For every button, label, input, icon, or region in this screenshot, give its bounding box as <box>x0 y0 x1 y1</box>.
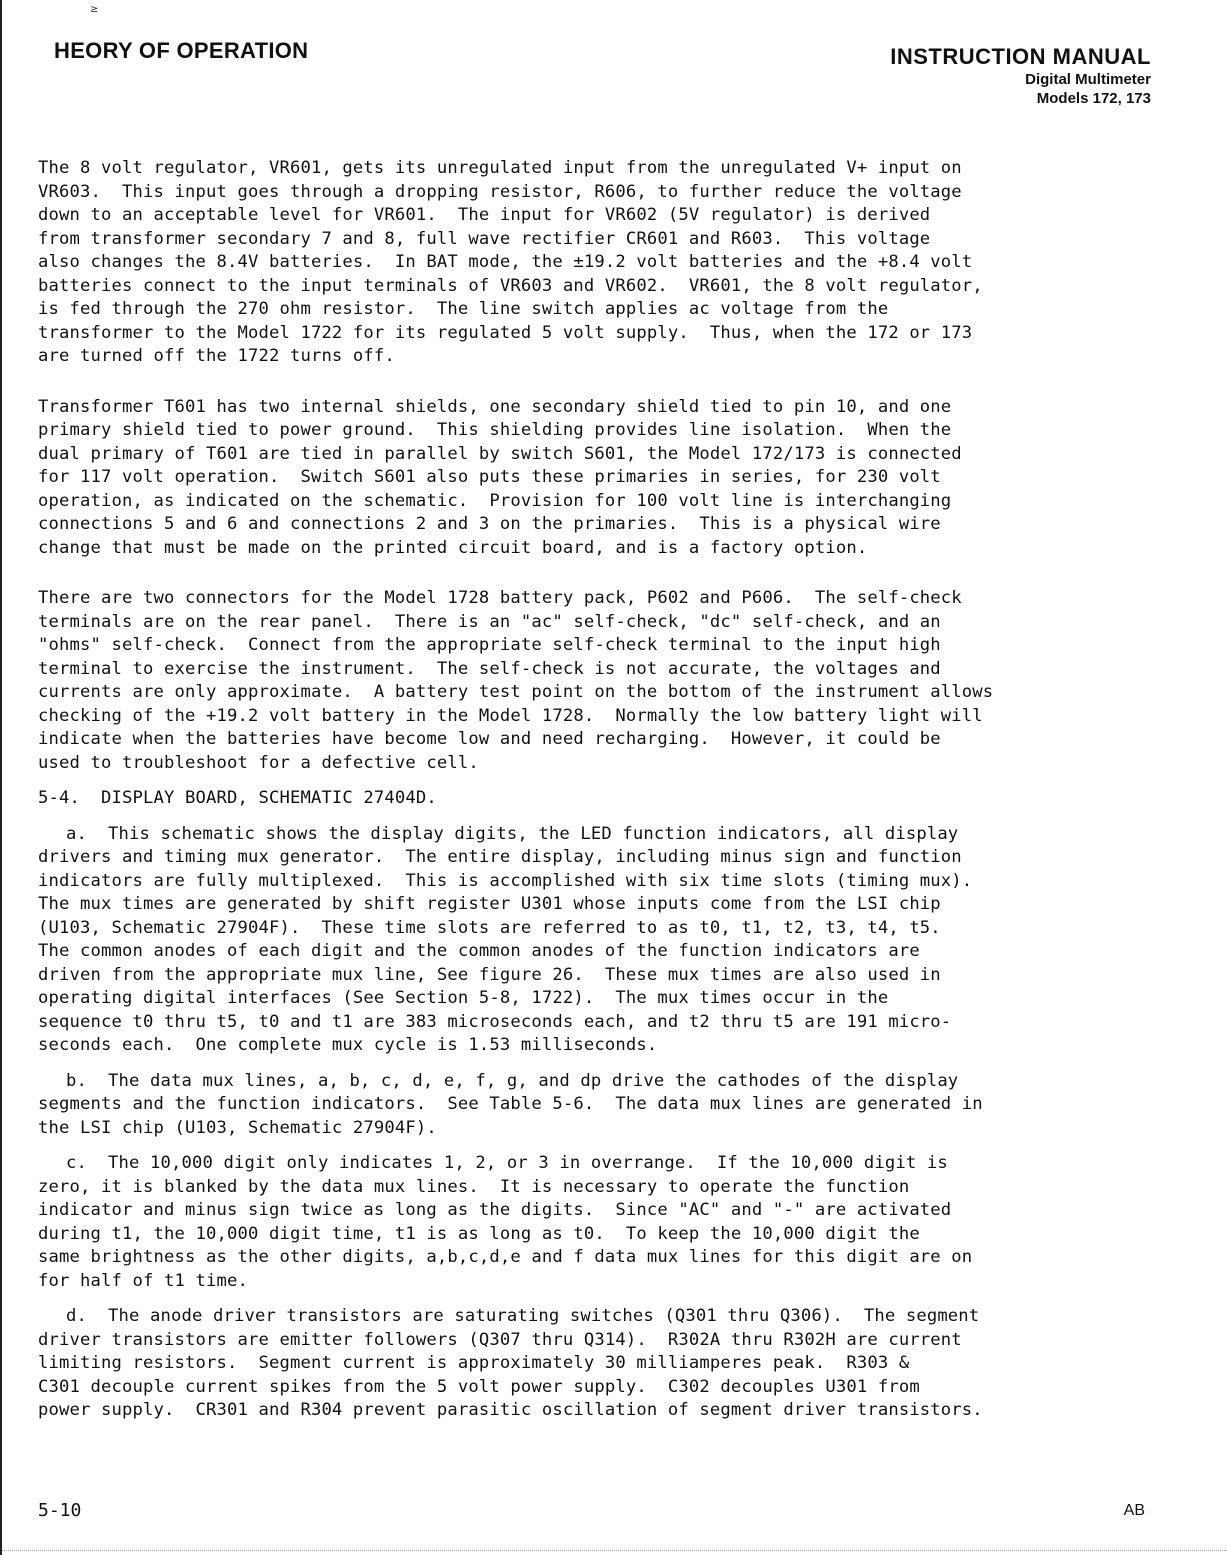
text-line: for 117 volt operation. Switch S601 also puts these primaries in series, for 230 volt <box>38 467 941 487</box>
text-line: C301 decouple current spikes from the 5 volt power supply. C302 decouples U301 from <box>38 1376 920 1397</box>
text-line: indicator and minus sign twice as long as the digits. Since "AC" and "-" are activated <box>38 1200 952 1220</box>
body-text <box>38 157 1168 1435</box>
text-line: primary shield tied to power ground. This shielding provides line isolation. When the <box>38 420 952 440</box>
manual-title: INSTRUCTION MANUAL <box>890 44 1151 69</box>
text-line: drivers and timing mux generator. The entire display, including minus sign and function <box>38 847 962 867</box>
text-line: The 8 volt regulator, VR601, gets its unregulated input from the unregulated V+ input on <box>38 158 962 178</box>
text-line: terminal to exercise the instrument. The self-check is not accurate, the voltages and <box>38 658 941 679</box>
scan-mark: ≥ <box>90 4 99 15</box>
text-line: the LSI chip (U103, Schematic 27904F). <box>38 1117 437 1138</box>
text-line: "ohms" self-check. Connect from the appropriate self-check terminal to the input high <box>38 635 941 655</box>
text-line: same brightness as the other digits, a,b,c,d,e and f data mux lines for this digit are on <box>38 1247 973 1267</box>
manual-header <box>890 44 1151 108</box>
text-line: d. The anode driver transistors are saturating switches (Q301 thru Q306). The segment <box>66 1306 980 1326</box>
text-line: power supply. CR301 and R304 prevent parasitic oscillation of segment driver transistors. <box>38 1400 983 1420</box>
subparagraph-b <box>38 1070 1168 1141</box>
text-line: There are two connectors for the Model 1728 battery pack, P602 and P606. The self-check <box>38 588 962 608</box>
paragraph-transformer <box>38 396 1168 561</box>
paragraph-regulator <box>38 157 1168 369</box>
text-line: VR603. This input goes through a dropping resistor, R606, to further reduce the voltage <box>38 181 962 202</box>
section-header-title: HEORY OF OPERATION <box>54 38 309 63</box>
text-line: segments and the function indicators. See Table 5-6. The data mux lines are generated in <box>38 1094 983 1114</box>
text-line: transformer to the Model 1722 for its regulated 5 volt supply. Thus, when the 172 or 173 <box>38 322 973 343</box>
text-line: The common anodes of each digit and the common anodes of the function indicators are <box>38 941 920 961</box>
page-number: 5-10 <box>38 1500 82 1521</box>
subparagraph-a <box>38 823 1168 1058</box>
text-line: batteries connect to the input terminals of VR603 and VR602. VR601, the 8 volt regulator, <box>38 275 983 296</box>
text-line: for half of t1 time. <box>38 1270 248 1291</box>
text-line: currents are only approximate. A battery test point on the bottom of the instrument allows <box>38 682 994 702</box>
manual-models: Models 172, 173 <box>1036 90 1151 107</box>
text-line: limiting resistors. Segment current is approximately 30 milliamperes peak. R303 & <box>38 1353 910 1373</box>
text-line: The mux times are generated by shift register U301 whose inputs come from the LSI chip <box>38 894 941 914</box>
text-line: zero, it is blanked by the data mux lines. It is necessary to operate the function <box>38 1176 910 1197</box>
text-line: terminals are on the rear panel. There is an "ac" self-check, "dc" self-check, and an <box>38 611 941 632</box>
paragraph-connectors <box>38 587 1168 775</box>
text-line: seconds each. One complete mux cycle is 1.53 milliseconds. <box>38 1035 658 1055</box>
text-line: indicators are fully multiplexed. This is accomplished with six time slots (timing mux). <box>38 870 973 891</box>
text-line: driver transistors are emitter followers (Q307 thru Q314). R302A thru R302H are current <box>38 1329 962 1350</box>
text-line: change that must be made on the printed circuit board, and is a factory option. <box>38 537 868 558</box>
text-line: a. This schematic shows the display digits, the LED function indicators, all display <box>66 823 959 844</box>
text-line: used to troubleshoot for a defective cell. <box>38 752 479 773</box>
text-line: down to an acceptable level for VR601. The input for VR602 (5V regulator) is derived <box>38 205 931 225</box>
text-line: checking of the +19.2 volt battery in the Model 1728. Normally the low battery light will <box>38 705 983 726</box>
revision-code: AB <box>1123 1502 1145 1519</box>
subparagraph-d <box>38 1305 1168 1423</box>
section-heading-text: 5-4. DISPLAY BOARD, SCHEMATIC 27404D. <box>38 788 437 808</box>
text-line: also changes the 8.4V batteries. In BAT mode, the ±19.2 volt batteries and the +8.4 volt <box>38 252 973 272</box>
text-line: driven from the appropriate mux line, See figure 26. These mux times are also used in <box>38 964 941 985</box>
scan-edge-divider <box>2 1550 1227 1551</box>
text-line: (U103, Schematic 27904F). These time slots are referred to as t0, t1, t2, t3, t4, t5. <box>38 917 941 938</box>
text-line: connections 5 and 6 and connections 2 and 3 on the primaries. This is a physical wire <box>38 514 941 534</box>
text-line: c. The 10,000 digit only indicates 1, 2, or 3 in overrange. If the 10,000 digit is <box>66 1153 948 1173</box>
text-line: sequence t0 thru t5, t0 and t1 are 383 microseconds each, and t2 thru t5 are 191 micro- <box>38 1011 952 1032</box>
section-heading <box>38 787 1168 811</box>
text-line: operating digital interfaces (See Section 5-8, 1722). The mux times occur in the <box>38 988 889 1008</box>
text-line: operation, as indicated on the schematic. Provision for 100 volt line is interchanging <box>38 490 952 511</box>
text-line: is fed through the 270 ohm resistor. The line switch applies ac voltage from the <box>38 299 889 319</box>
text-line: from transformer secondary 7 and 8, full wave rectifier CR601 and R603. This voltage <box>38 228 931 249</box>
manual-subtitle: Digital Multimeter <box>1025 71 1151 88</box>
text-line: b. The data mux lines, a, b, c, d, e, f, g, and dp drive the cathodes of the display <box>66 1070 959 1091</box>
text-line: indicate when the batteries have become low and need recharging. However, it could be <box>38 729 941 749</box>
text-line: during t1, the 10,000 digit time, t1 is as long as t0. To keep the 10,000 digit the <box>38 1223 920 1244</box>
text-line: are turned off the 1722 turns off. <box>38 346 395 366</box>
text-line: Transformer T601 has two internal shields, one secondary shield tied to pin 10, and one <box>38 396 952 417</box>
subparagraph-c <box>38 1152 1168 1293</box>
text-line: dual primary of T601 are tied in parallel by switch S601, the Model 172/173 is connected <box>38 443 962 464</box>
